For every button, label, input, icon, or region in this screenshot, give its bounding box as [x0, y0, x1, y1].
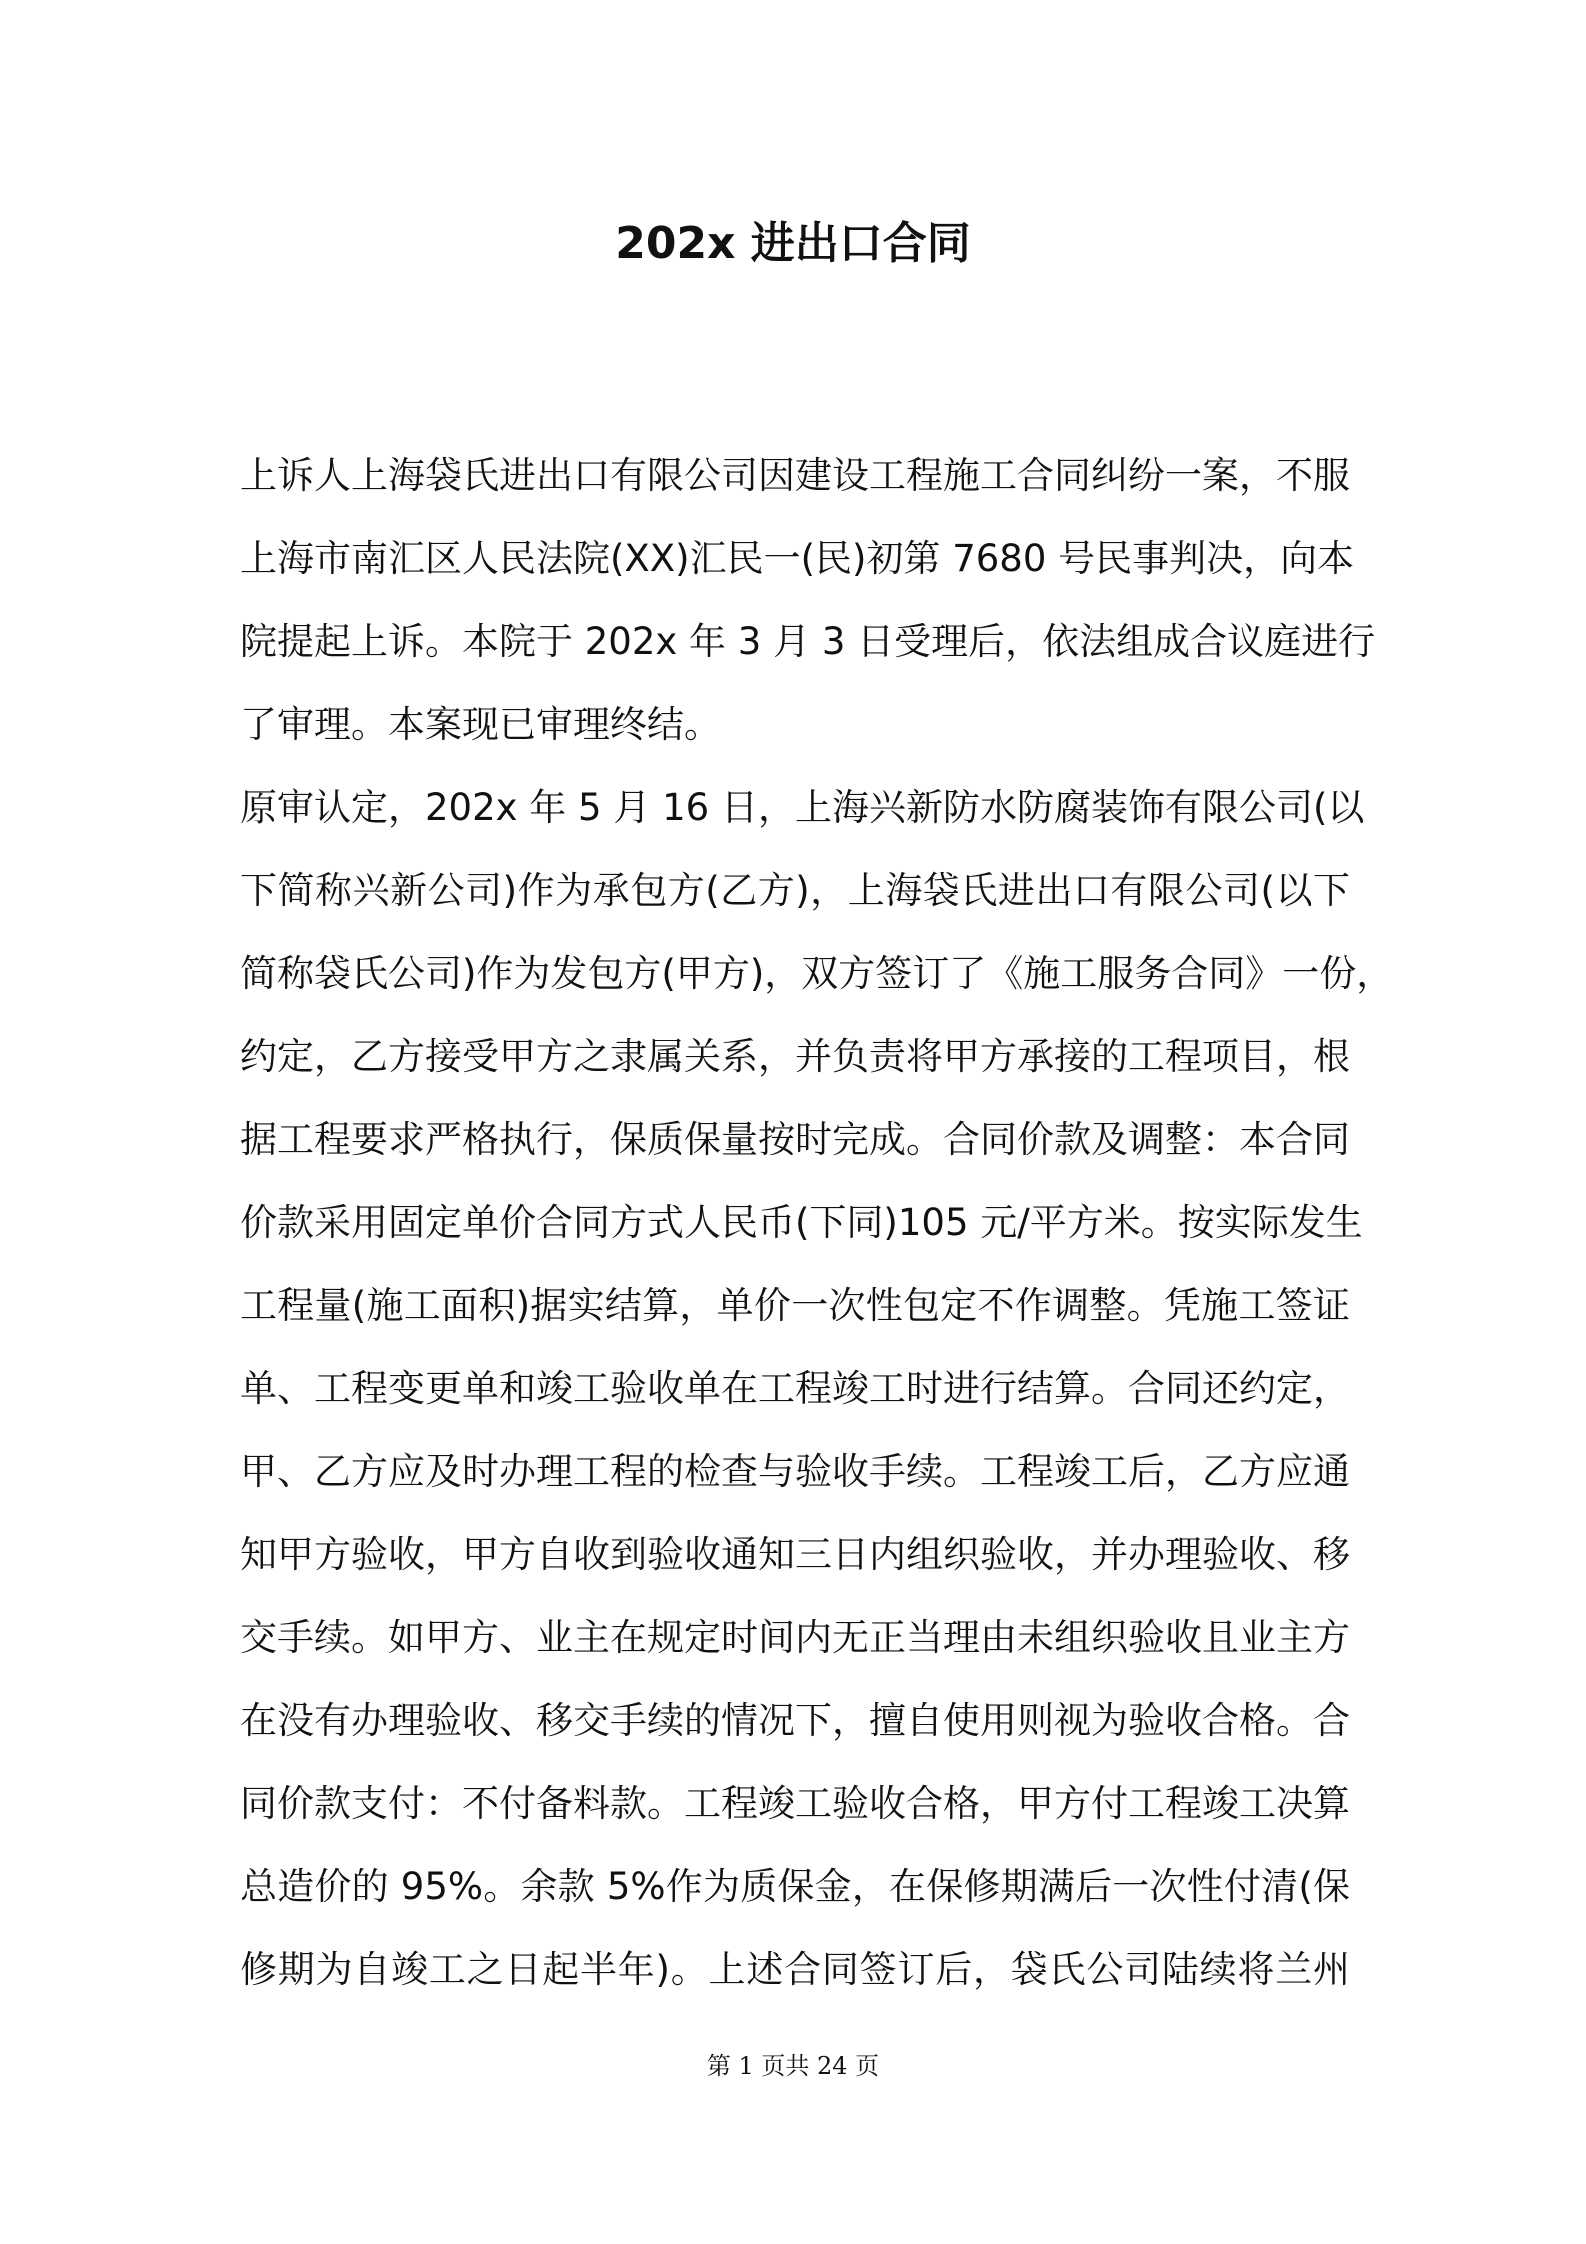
paragraph-2-line-8: 单、工程变更单和竣工验收单在工程竣工时进行结算。合同还约定， [240, 1367, 1350, 1410]
paragraph-2-line-11: 交手续。如甲方、业主在规定时间内无正当理由未组织验收且业主方 [240, 1616, 1350, 1659]
paragraph-1-line-3: 院提起上诉。本院于 202x 年 3 月 3 日受理后，依法组成合议庭进行 [240, 620, 1376, 663]
paragraph-1-line-1: 上诉人上海袋氏进出口有限公司因建设工程施工合同纠纷一案，不服 [240, 454, 1350, 497]
paragraph-2-line-4: 约定，乙方接受甲方之隶属关系，并负责将甲方承接的工程项目，根 [240, 1035, 1350, 1078]
document-body [240, 447, 1394, 2024]
paragraph-2-line-9: 甲、乙方应及时办理工程的检查与验收手续。工程竣工后，乙方应通 [240, 1450, 1350, 1493]
paragraph-2-line-3: 简称袋氏公司)作为发包方(甲方)，双方签订了《施工服务合同》一份， [240, 952, 1394, 995]
page-number-footer: 第 1 页共 24 页 [706, 2052, 880, 2080]
paragraph-2-line-13: 同价款支付：不付备料款。工程竣工验收合格，甲方付工程竣工决算 [240, 1782, 1350, 1825]
paragraph-2-line-12: 在没有办理验收、移交手续的情况下，擅自使用则视为验收合格。合 [240, 1699, 1350, 1742]
paragraph-2-line-1: 原审认定，202x 年 5 月 16 日，上海兴新防水防腐装饰有限公司(以 [240, 786, 1365, 829]
paragraph-1-line-2: 上海市南汇区人民法院(XX)汇民一(民)初第 7680 号民事判决，向本 [240, 537, 1355, 580]
paragraph-2-line-2: 下简称兴新公司)作为承包方(乙方)，上海袋氏进出口有限公司(以下 [240, 869, 1350, 912]
paragraph-2-line-10: 知甲方验收，甲方自收到验收通知三日内组织验收，并办理验收、移 [240, 1533, 1350, 1576]
paragraph-2-line-7: 工程量(施工面积)据实结算，单价一次性包定不作调整。凭施工签证 [240, 1284, 1350, 1327]
paragraph-1-line-4: 了审理。本案现已审理终结。 [240, 703, 721, 746]
document-title: 202x 进出口合同 [615, 218, 971, 269]
paragraph-2-line-6: 价款采用固定单价合同方式人民币(下同)105 元/平方米。按实际发生 [240, 1201, 1363, 1244]
paragraph-2-line-14: 总造价的 95%。余款 5%作为质保金，在保修期满后一次性付清(保 [240, 1865, 1350, 1908]
paragraph-2-line-5: 据工程要求严格执行，保质保量按时完成。合同价款及调整：本合同 [240, 1118, 1350, 1161]
paragraph-2-line-15: 修期为自竣工之日起半年)。上述合同签订后，袋氏公司陆续将兰州 [240, 1948, 1350, 1991]
